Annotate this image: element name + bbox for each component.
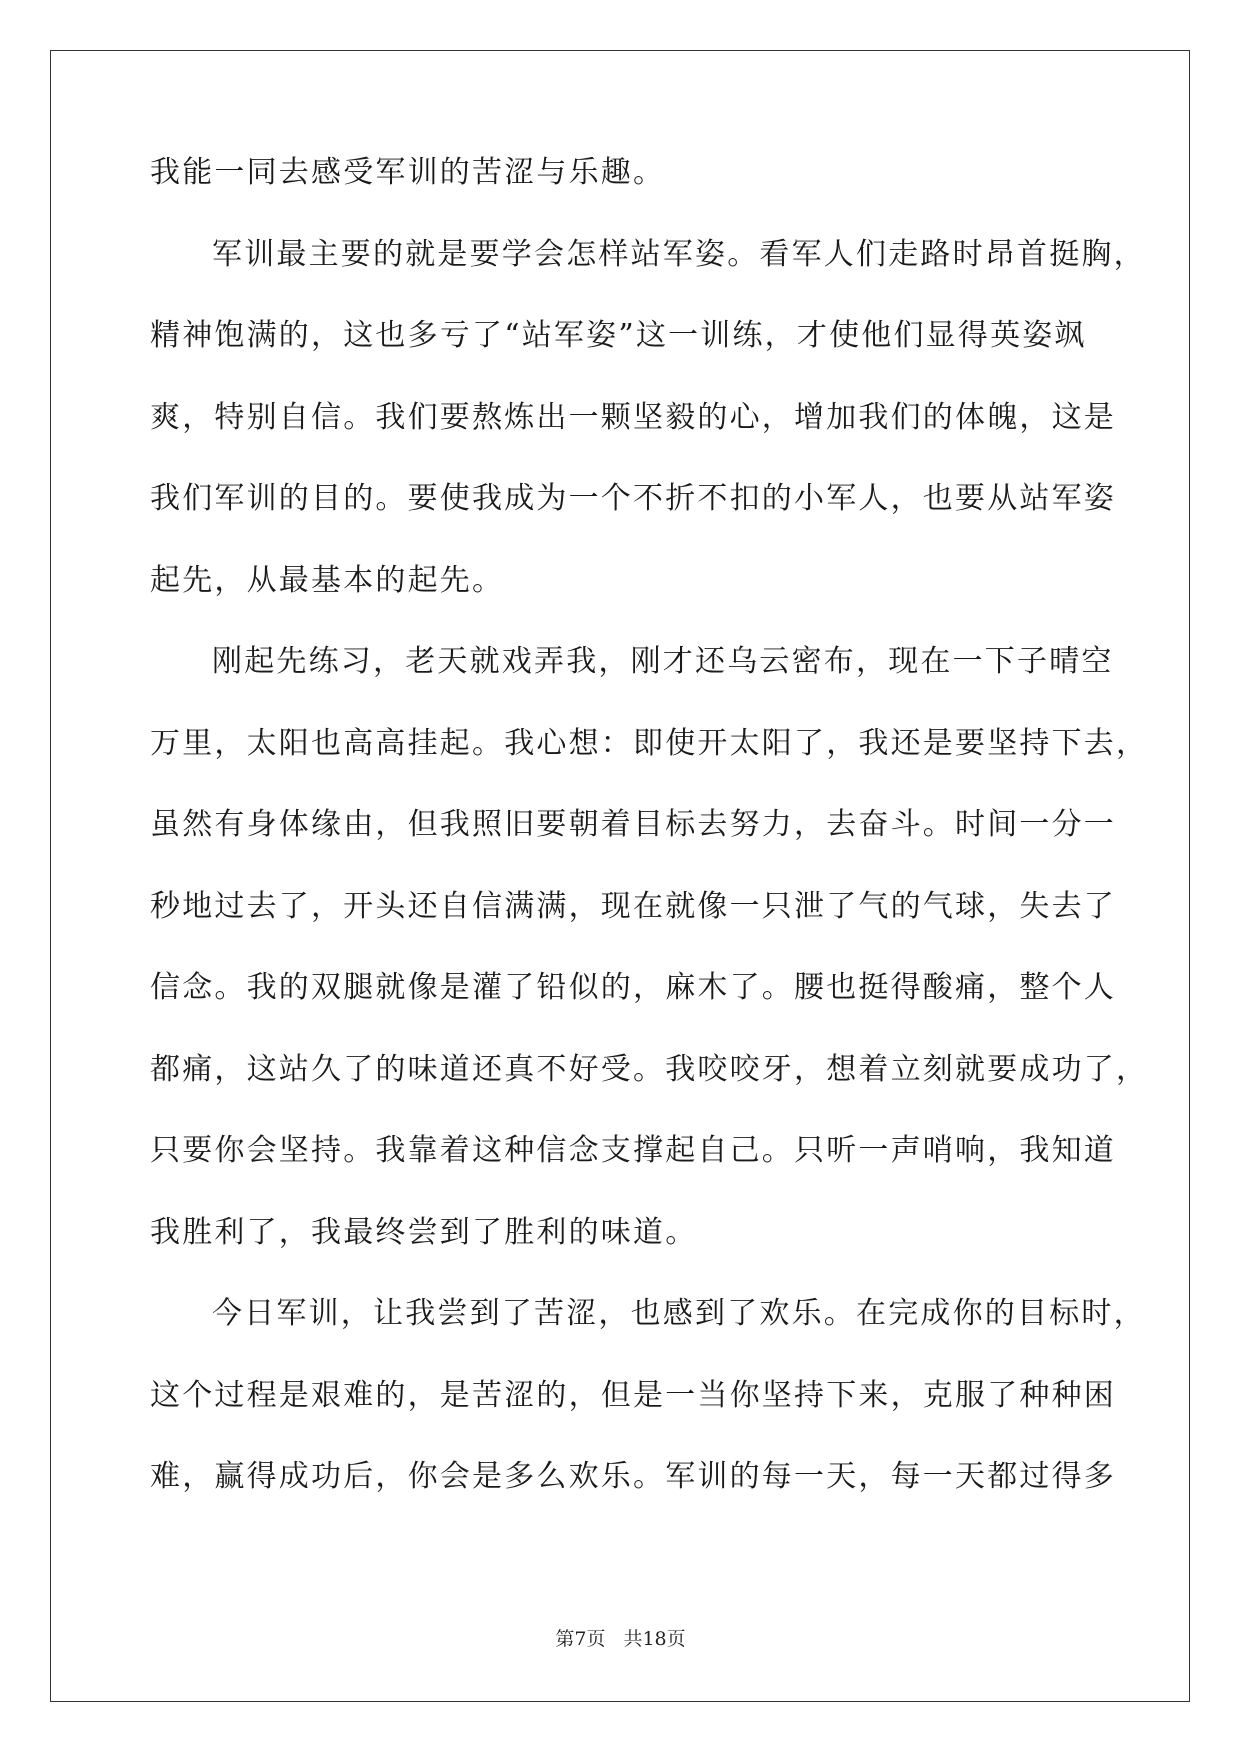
text-line: 只要你会坚持。我靠着这种信念支撑起自己。只听一声哨响，我知道 [150,1133,1116,1168]
text-line: 我们军训的目的。要使我成为一个不折不扣的小军人，也要从站军姿 [150,481,1116,516]
text-line: 军训最主要的就是要学会怎样站军姿。看军人们走路时昂首挺胸， [212,236,1146,272]
text-line: 都痛，这站久了的味道还真不好受。我咬咬牙，想着立刻就要成功了， [150,1051,1149,1087]
page-footer [0,1624,1241,1651]
text-line: 虽然有身体缘由，但我照旧要朝着目标去努力，去奋斗。时间一分一 [150,807,1116,842]
text-line: 刚起先练习，老天就戏弄我，刚才还乌云密布，现在一下子晴空 [212,644,1114,679]
text-line: 爽，特别自信。我们要熬炼出一颗坚毅的心，增加我们的体魄，这是 [150,399,1116,435]
text-line: 难，赢得成功后，你会是多么欢乐。军训的每一天，每一天都过得多 [150,1459,1116,1494]
text-line: 信念。我的双腿就像是灌了铅似的，麻木了。腰也挺得酸痛，整个人 [150,970,1116,1005]
text-line: 精神饱满的，这也多亏了“站军姿”这一训练，才使他们显得英姿飒 [150,318,1087,353]
text-line: 我胜利了，我最终尝到了胜利的味道。 [150,1214,698,1250]
text-line: 我能一同去感受军训的苦涩与乐趣。 [150,155,666,190]
page-total: 共18页 [623,1628,686,1650]
text-line: 今日军训，让我尝到了苦涩，也感到了欢乐。在完成你的目标时， [212,1296,1146,1331]
text-line: 起先，从最基本的起先。 [150,562,505,598]
document-body [150,155,1149,1544]
text-line: 万里，太阳也高高挂起。我心想：即使开太阳了，我还是要坚持下去， [150,725,1149,761]
page-number: 第7页 [555,1628,606,1650]
text-line: 这个过程是艰难的，是苦涩的，但是一当你坚持下来，克服了种种困 [150,1377,1116,1413]
text-line: 秒地过去了，开头还自信满满，现在就像一只泄了气的气球，失去了 [150,888,1116,924]
